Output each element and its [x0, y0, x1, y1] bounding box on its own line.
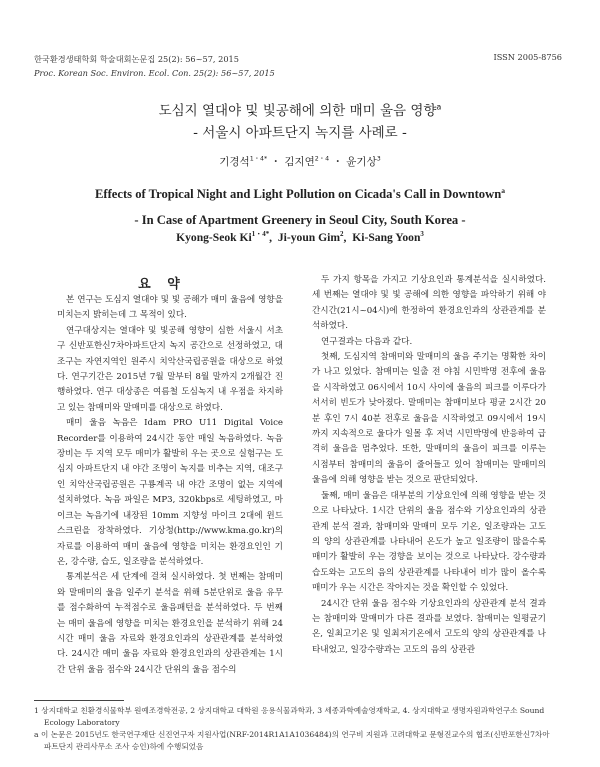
author-ko-3: 윤기상 [346, 156, 377, 168]
issn: ISSN 2005-8756 [493, 52, 562, 62]
footnote-divider [34, 700, 124, 701]
author-en-2-sup: 2 [340, 230, 344, 239]
title-ko-sup: a [436, 101, 442, 112]
footnote-funding: a 이 논문은 2015년도 한국연구재단 신진연구자 지원사업(NRF-2014R1A1A1036484)의 연구비 지원과 고려대학교 문형진교수의 협조(신반포한신7차아파트단지 관리사무소 조사 승인)하에 수행되었음 [34, 730, 550, 751]
author-ko-1: 기경석 [219, 156, 250, 168]
author-en-1-sup: 1・4* [251, 230, 270, 239]
abstract-left-column [57, 293, 283, 678]
author-separator: ・ [270, 156, 281, 168]
author-en-1: Kyong-Seok Ki [176, 231, 252, 244]
paragraph: 통계분석은 세 단계에 걸쳐 실시하였다. 첫 번째는 참매미와 말매미의 울음 일주기 분석을 위해 5분단위로 울음 유무를 점수화하여 누적점수로 울음패턴을 분석하였다. 두 번째는 매미 울음에 영향을 미치는 환경요인을 분석하기 위해 24시간 매미 울음 자료와 환경요인과의 상관관계를 분석하였다. 24시간 매미 울음 자료와 환경요인과의 상관관계는 1시간 단위 울음 점수와 24시간 단위의 울음 점수의 [57, 572, 283, 675]
paragraph: 연구대상지는 열대야 및 빛공해 영향이 심한 서울시 서초구 신반포한신7차아파트단지 녹지 공간으로 선정하였고, 대조구는 자연지역인 원주시 치악산국립공원을 대상으로 하였다. 연구기간은 2015년 7월 말부터 8월 말까지 2개월간 진행하였다. 연구 대상종은 여름철 도심녹지 내 우점을 차지하고 있는 참매미와 말매미를 대상으로 하였다. [57, 325, 283, 413]
abstract-right-column [312, 273, 546, 658]
journal-citation-en: Proc. Korean Soc. Environ. Ecol. Con. 25(2): 56~57, 2015 [34, 68, 275, 78]
paragraph: 첫째, 도심지역 참매미와 말매미의 울음 주기는 명확한 차이가 나고 있었다. 참매미는 일출 전 야침 시민박명 전후에 울음을 시작하였고 06시에서 10시 사이에 울음의 피크를 이루다가 서서히 빈도가 낮아졌다. 말매미는 참매미보다 평균 2시간 20분 후인 7시 40분 전후로 울음을 시작하였고 09시에서 19시까지 지속적으로 울다가 일몰 후 저녁 시민박명에 반응하여 급격히 울음을 멈추었다. 또한, 말매미의 울음이 피크를 이루는 시점부터 참매미의 울음이 줄어들고 있어 참매미는 말매미의 울음에 의해 영향을 받는 것으로 판단되었다. [312, 352, 546, 486]
authors-korean [0, 154, 600, 169]
paragraph: 연구결과는 다음과 같다. [321, 336, 413, 347]
footnotes [34, 705, 554, 753]
author-en-2: Ji-youn Gim [277, 231, 341, 244]
title-english [0, 181, 600, 233]
title-en-sub: - In Case of Apartment Greenery in Seoul City, South Korea - [134, 213, 466, 227]
title-ko-sub: - 서울시 아파트단지 녹지를 사례로 - [193, 125, 407, 141]
author-ko-2: 김지연 [284, 156, 315, 168]
abstract-heading: 요 약 [138, 277, 186, 292]
paragraph: 두 가지 항목을 가지고 기상요인과 통계분석을 실시하였다. 세 번째는 열대야 및 빛 공해에 의한 영향을 파악하기 위해 야간시간(21시~04시)에 한정하여 환경요인과의 상관관계를 분석하였다. [312, 275, 546, 332]
author-separator: ・ [332, 156, 343, 168]
author-en-3-sup: 3 [420, 230, 424, 239]
author-ko-3-sup: 3 [376, 155, 381, 163]
paragraph: 24시간 단위 울음 점수와 기상요인과의 상관관계 분석 결과는 참매미와 말매미가 다른 결과를 보였다. 참매미는 일평균기온, 일최고기온 및 일최저기온에서 고도의 양의 상관관계를 나타내었고, 일강수량과는 고도의 음의 상관관 [312, 598, 546, 655]
paragraph: 둘째, 매미 울음은 대부분의 기상요인에 의해 영향을 받는 것으로 나타났다. 1시간 단위의 울음 점수와 기상요인과의 상관관계 분석 결과, 참매미와 말매미 모두 기온, 일조량과는 고도의 양의 상관관계를 나타내어 온도가 높고 일조량이 많을수록 매미가 활발히 우는 경향을 보이는 것으로 나타났다. 강수량과 습도와는 고도의 음의 상관관계를 나타내어 비가 많이 올수록 매미가 우는 시간은 작아지는 것을 확인할 수 있었다. [312, 490, 546, 594]
title-korean [0, 100, 600, 144]
title-ko-main: 도심지 열대야 및 빛공해에 의한 매미 울음 영향 [158, 103, 437, 119]
authors-english: Kyong-Seok $Ki^{1・4*}$, Ji-youn Gim$^2$, Ki-Sang Yoon$^3$ [176, 230, 424, 244]
author-ko-2-sup: 2・4 [314, 155, 330, 163]
footnote-affiliations: 1 상지대학교 친환경식물학부 원예조경학전공, 2 상지대학교 대학원 응용식물과학과, 3 세종과학예술영재학교, 4. 상지대학교 생명자원과학연구소 Sound Ecology Laboratory [34, 706, 545, 727]
paragraph: 본 연구는 도심지 열대야 및 빛 공해가 매미 울음에 영향을 미치는지 밝히는데 그 목적이 있다. [57, 295, 283, 321]
journal-citation-ko: 한국환경생태학회 학술대회논문집 25(2): 56~57, 2015 [34, 54, 239, 64]
author-ko-1-sup: 1・4* [249, 155, 268, 163]
journal-header [34, 52, 275, 80]
title-en-sup: a [501, 185, 505, 195]
title-en-main: Effects of Tropical Night and Light Pollution on Cicada's Call in Downtown [95, 187, 502, 201]
paragraph: 매미 울음 녹음은 Idam PRO U11 Digital Voice Recorder를 이용하여 24시간 동안 매일 녹음하였다. 녹음장비는 두 지역 모두 매미가 활발히 우는 곳으로 실험구는 도심지 아파트단지 내 야간 조명이 녹지를 비추는 지역, 대조구인 치악산국립공원은 구룡계곡 내 야간 조명이 없는 지역에 설치하였다. 녹음 파일은 MP3, 320kbps로 세팅하였고, 마이크는 녹음기에 내장된 10mm 지향성 마이크 2대에 윈드스크린을 장착하였다. 기상청(http://www.kma.go.kr)의 자료를 이용하여 매미 울음에 영향을 미치는 환경요인인 기온, 강수량, 습도, 일조량을 분석하였다. [57, 418, 283, 567]
author-en-3: Ki-Sang Yoon [352, 231, 421, 244]
